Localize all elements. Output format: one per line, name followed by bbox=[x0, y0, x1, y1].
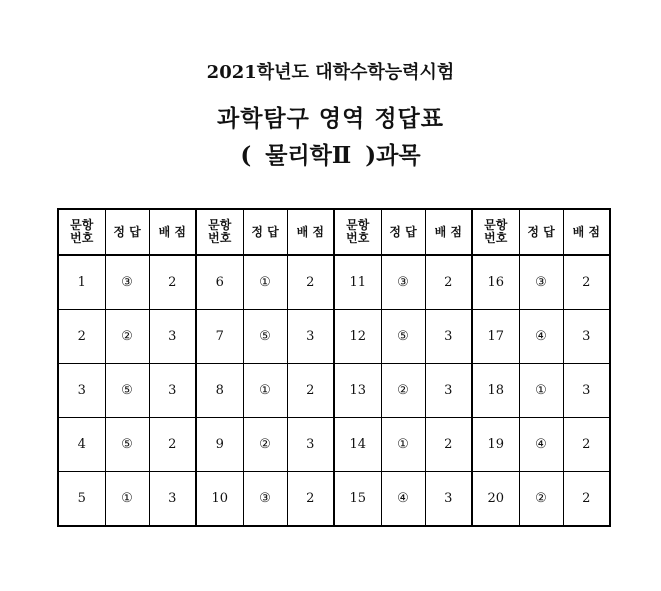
answer-cell: ① bbox=[519, 364, 563, 418]
answer-cell: ② bbox=[381, 364, 425, 418]
question-number: 10 bbox=[196, 472, 243, 527]
points-cell: 2 bbox=[563, 418, 610, 472]
answer-table bbox=[57, 208, 611, 527]
question-number: 11 bbox=[334, 255, 381, 310]
answer-cell: ③ bbox=[243, 472, 287, 527]
subject-name: 물리학Ⅱ bbox=[265, 142, 352, 169]
answer-cell: ⑤ bbox=[105, 418, 149, 472]
question-number: 1 bbox=[58, 255, 105, 310]
question-number: 15 bbox=[334, 472, 381, 527]
question-number: 19 bbox=[472, 418, 519, 472]
points-cell: 3 bbox=[425, 364, 472, 418]
question-number: 17 bbox=[472, 310, 519, 364]
exam-title: 2021학년도 대학수학능력시험 bbox=[206, 62, 455, 83]
answer-cell: ④ bbox=[519, 418, 563, 472]
table-row bbox=[58, 418, 610, 472]
question-number: 13 bbox=[334, 364, 381, 418]
answer-cell: ② bbox=[105, 310, 149, 364]
points-cell: 2 bbox=[563, 472, 610, 527]
answer-cell: ② bbox=[519, 472, 563, 527]
points-cell: 2 bbox=[425, 418, 472, 472]
table-row bbox=[58, 255, 610, 310]
header-answer: 정 답 bbox=[105, 209, 149, 255]
answer-cell: ① bbox=[243, 364, 287, 418]
header-points: 배 점 bbox=[287, 209, 334, 255]
header-number: 문항 번호 bbox=[196, 209, 243, 255]
question-number: 3 bbox=[58, 364, 105, 418]
question-number: 7 bbox=[196, 310, 243, 364]
question-number: 18 bbox=[472, 364, 519, 418]
table-row bbox=[58, 310, 610, 364]
subject-close-paren: )과목 bbox=[365, 142, 421, 169]
points-cell: 2 bbox=[149, 418, 196, 472]
header-points: 배 점 bbox=[149, 209, 196, 255]
question-number: 5 bbox=[58, 472, 105, 527]
question-number: 20 bbox=[472, 472, 519, 527]
points-cell: 3 bbox=[425, 310, 472, 364]
sheet-title: 과학탐구 영역 정답표 bbox=[217, 105, 444, 132]
points-cell: 3 bbox=[425, 472, 472, 527]
answer-cell: ① bbox=[381, 418, 425, 472]
points-cell: 2 bbox=[425, 255, 472, 310]
answer-cell: ① bbox=[243, 255, 287, 310]
answer-cell: ② bbox=[243, 418, 287, 472]
points-cell: 3 bbox=[149, 364, 196, 418]
answer-cell: ⑤ bbox=[105, 364, 149, 418]
points-cell: 2 bbox=[563, 255, 610, 310]
answer-cell: ⑤ bbox=[243, 310, 287, 364]
header-answer: 정 답 bbox=[381, 209, 425, 255]
table-header-row bbox=[58, 209, 610, 255]
question-number: 9 bbox=[196, 418, 243, 472]
header-number: 문항 번호 bbox=[58, 209, 105, 255]
question-number: 8 bbox=[196, 364, 243, 418]
points-cell: 3 bbox=[563, 364, 610, 418]
table-row bbox=[58, 364, 610, 418]
question-number: 12 bbox=[334, 310, 381, 364]
header-answer: 정 답 bbox=[243, 209, 287, 255]
points-cell: 3 bbox=[287, 310, 334, 364]
answer-cell: ③ bbox=[519, 255, 563, 310]
points-cell: 2 bbox=[287, 364, 334, 418]
header-answer: 정 답 bbox=[519, 209, 563, 255]
question-number: 2 bbox=[58, 310, 105, 364]
table-row bbox=[58, 472, 610, 527]
answer-cell: ③ bbox=[381, 255, 425, 310]
question-number: 4 bbox=[58, 418, 105, 472]
answer-cell: ④ bbox=[519, 310, 563, 364]
header-number: 문항 번호 bbox=[472, 209, 519, 255]
answer-cell: ④ bbox=[381, 472, 425, 527]
points-cell: 2 bbox=[149, 255, 196, 310]
header-number: 문항 번호 bbox=[334, 209, 381, 255]
question-number: 14 bbox=[334, 418, 381, 472]
points-cell: 2 bbox=[287, 255, 334, 310]
question-number: 16 bbox=[472, 255, 519, 310]
answer-cell: ① bbox=[105, 472, 149, 527]
points-cell: 3 bbox=[563, 310, 610, 364]
points-cell: 3 bbox=[287, 418, 334, 472]
points-cell: 2 bbox=[287, 472, 334, 527]
header-points: 배 점 bbox=[425, 209, 472, 255]
answer-cell: ⑤ bbox=[381, 310, 425, 364]
subject-line bbox=[0, 137, 661, 170]
points-cell: 3 bbox=[149, 472, 196, 527]
answer-cell: ③ bbox=[105, 255, 149, 310]
header-points: 배 점 bbox=[563, 209, 610, 255]
subject-open-paren: ( bbox=[240, 142, 252, 169]
question-number: 6 bbox=[196, 255, 243, 310]
points-cell: 3 bbox=[149, 310, 196, 364]
